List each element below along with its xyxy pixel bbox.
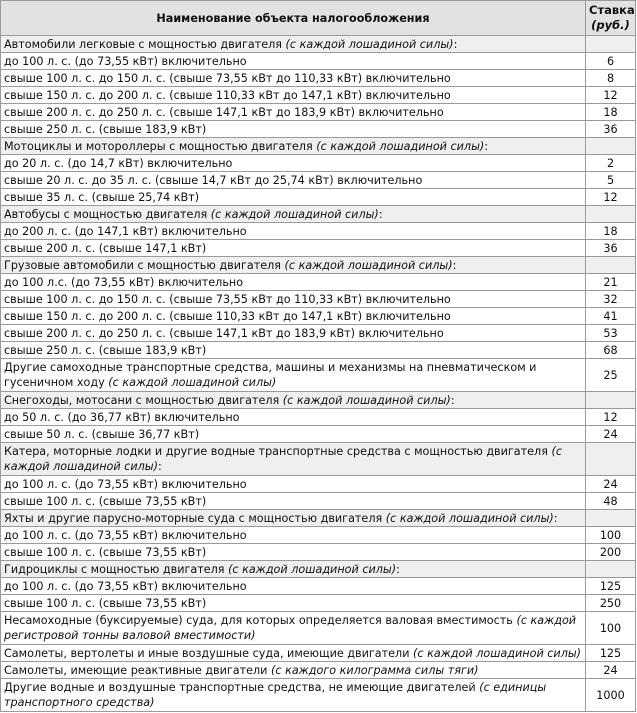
- rate-basis-note: (с каждой лошадиной силы): [316, 139, 485, 153]
- rate-header-unit: (руб.): [591, 18, 630, 32]
- object-cell: [1, 104, 586, 121]
- object-cell: [1, 257, 586, 274]
- object-cell: [1, 527, 586, 544]
- rate-cell: 36: [586, 240, 636, 257]
- trailing-punctuation: :: [396, 562, 400, 576]
- object-cell: [1, 325, 586, 342]
- rate-basis-note: (с каждой лошадиной силы): [4, 445, 563, 473]
- rate-cell: 24: [586, 662, 636, 679]
- object-cell: [1, 595, 586, 612]
- object-text: свыше 200 л. с. до 250 л. с. (свыше 147,1 кВт до 183,9 кВт) включительно: [4, 105, 444, 119]
- object-cell: [1, 342, 586, 359]
- rate-cell: 125: [586, 645, 636, 662]
- object-cell: [1, 359, 586, 392]
- object-cell: [1, 561, 586, 578]
- rate-cell: 68: [586, 342, 636, 359]
- object-text: свыше 200 л. с. до 250 л. с. (свыше 147,1 кВт до 183,9 кВт) включительно: [4, 326, 444, 340]
- object-text: свыше 100 л. с. (свыше 73,55 кВт): [4, 545, 207, 559]
- rate-cell: [586, 561, 636, 578]
- object-cell: [1, 172, 586, 189]
- rate-basis-note: (с каждой лошадиной силы): [385, 511, 554, 525]
- table-row: [1, 443, 636, 476]
- rate-cell: [586, 257, 636, 274]
- table-row: [1, 240, 636, 257]
- object-cell: [1, 426, 586, 443]
- rate-cell: 100: [586, 527, 636, 544]
- rate-column-header: [586, 1, 636, 36]
- table-row: [1, 291, 636, 308]
- table-row: [1, 257, 636, 274]
- rate-cell: 41: [586, 308, 636, 325]
- rate-cell: [586, 510, 636, 527]
- trailing-punctuation: :: [553, 511, 558, 525]
- object-cell: [1, 240, 586, 257]
- rate-header-label: Ставка: [589, 3, 635, 17]
- object-text: до 100 л. с. (до 73,55 кВт) включительно: [4, 54, 247, 68]
- table-row: [1, 510, 636, 527]
- rate-cell: 12: [586, 409, 636, 426]
- table-row: [1, 561, 636, 578]
- object-cell: [1, 274, 586, 291]
- rate-cell: [586, 138, 636, 155]
- object-cell: [1, 291, 586, 308]
- object-text: до 200 л. с. (до 147,1 кВт) включительно: [4, 224, 247, 238]
- table-row: [1, 578, 636, 595]
- rate-basis-note: (с каждого килограмма силы тяги): [271, 663, 479, 677]
- table-row: [1, 645, 636, 662]
- rate-cell: 12: [586, 189, 636, 206]
- table-row: [1, 679, 636, 712]
- object-cell: [1, 392, 586, 409]
- object-text: до 100 л. с. (до 73,55 кВт) включительно: [4, 528, 247, 542]
- object-text: Другие самоходные транспортные средства, машины и механизмы на пневматическом и гусеничном ходу: [4, 361, 537, 389]
- trailing-punctuation: :: [453, 37, 458, 51]
- object-text: свыше 150 л. с. до 200 л. с. (свыше 110,33 кВт до 147,1 кВт) включительно: [4, 309, 451, 323]
- table-row: [1, 121, 636, 138]
- rate-cell: 48: [586, 493, 636, 510]
- table-row: [1, 138, 636, 155]
- table-row: [1, 342, 636, 359]
- table-row: [1, 104, 636, 121]
- object-text: Другие водные и воздушные транспортные средства, не имеющие двигателей: [4, 681, 476, 694]
- table-row: [1, 527, 636, 544]
- object-cell: [1, 70, 586, 87]
- object-text: Автомобили легковые с мощностью двигателя: [4, 37, 282, 51]
- object-cell: [1, 409, 586, 426]
- object-cell: [1, 308, 586, 325]
- object-cell: [1, 223, 586, 240]
- trailing-punctuation: :: [157, 460, 162, 473]
- object-cell: [1, 36, 586, 53]
- table-row: [1, 476, 636, 493]
- rate-cell: 18: [586, 223, 636, 240]
- table-body: [1, 36, 636, 712]
- rate-cell: 125: [586, 578, 636, 595]
- rate-cell: 1000: [586, 679, 636, 712]
- object-cell: [1, 662, 586, 679]
- rate-basis-note: (с каждой регистровой тонны валовой вместимости): [4, 614, 577, 642]
- table-row: [1, 612, 636, 645]
- rate-cell: 53: [586, 325, 636, 342]
- rate-cell: [586, 36, 636, 53]
- rate-cell: 200: [586, 544, 636, 561]
- table-row: [1, 662, 636, 679]
- table-row: [1, 36, 636, 53]
- table-row: [1, 223, 636, 240]
- rate-cell: [586, 392, 636, 409]
- table-row: [1, 359, 636, 392]
- table-row: [1, 87, 636, 104]
- object-cell: [1, 645, 586, 662]
- rate-cell: 36: [586, 121, 636, 138]
- object-text: Грузовые автомобили с мощностью двигателя: [4, 258, 281, 272]
- object-text: до 20 л. с. (до 14,7 кВт) включительно: [4, 156, 233, 170]
- rate-basis-note: (с каждой лошадиной силы): [413, 646, 582, 660]
- object-text: Яхты и другие парусно-моторные суда с мощностью двигателя: [4, 511, 383, 525]
- object-cell: [1, 138, 586, 155]
- trailing-punctuation: :: [450, 393, 455, 407]
- object-text: до 100 л. с. (до 73,55 кВт) включительно: [4, 579, 247, 593]
- object-cell: [1, 510, 586, 527]
- trailing-punctuation: :: [484, 139, 489, 153]
- rate-basis-note: (с каждой лошадиной силы): [285, 37, 454, 51]
- object-cell: [1, 544, 586, 561]
- rate-basis-note: (с каждой лошадиной силы): [108, 376, 277, 389]
- object-cell: [1, 476, 586, 493]
- object-text: свыше 35 л. с. (свыше 25,74 кВт): [4, 190, 200, 204]
- rate-cell: 21: [586, 274, 636, 291]
- rate-cell: [586, 443, 636, 476]
- object-text: свыше 100 л. с. (свыше 73,55 кВт): [4, 494, 207, 508]
- rate-cell: 24: [586, 476, 636, 493]
- trailing-punctuation: :: [378, 207, 383, 221]
- object-text: Самолеты, имеющие реактивные двигатели: [4, 663, 268, 677]
- object-cell: [1, 121, 586, 138]
- object-cell: [1, 612, 586, 645]
- object-cell: [1, 493, 586, 510]
- table-row: [1, 493, 636, 510]
- rate-cell: 24: [586, 426, 636, 443]
- table-row: [1, 325, 636, 342]
- rate-cell: 32: [586, 291, 636, 308]
- object-text: до 50 л. с. (до 36,77 кВт) включительно: [4, 410, 240, 424]
- table-row: [1, 409, 636, 426]
- table-row: [1, 274, 636, 291]
- object-cell: [1, 206, 586, 223]
- rate-cell: 250: [586, 595, 636, 612]
- table-row: [1, 308, 636, 325]
- object-text: свыше 250 л. с. (свыше 183,9 кВт): [4, 343, 207, 357]
- table-row: [1, 426, 636, 443]
- rate-basis-note: (с каждой лошадиной силы): [282, 393, 451, 407]
- rate-basis-note: (с единицы транспортного средства): [4, 681, 547, 709]
- table-row: [1, 172, 636, 189]
- rate-cell: 25: [586, 359, 636, 392]
- object-text: свыше 200 л. с. (свыше 147,1 кВт): [4, 241, 207, 255]
- rate-cell: 5: [586, 172, 636, 189]
- rate-basis-note: (с каждой лошадиной силы): [210, 207, 379, 221]
- object-text: Снегоходы, мотосани с мощностью двигателя: [4, 393, 280, 407]
- table-row: [1, 206, 636, 223]
- object-cell: [1, 189, 586, 206]
- object-text: Мотоциклы и мотороллеры с мощностью двигателя: [4, 139, 313, 153]
- object-text: Самолеты, вертолеты и иные воздушные суда, имеющие двигатели: [4, 646, 410, 660]
- trailing-punctuation: :: [452, 258, 457, 272]
- rate-cell: 6: [586, 53, 636, 70]
- rate-cell: [586, 206, 636, 223]
- table-row: [1, 70, 636, 87]
- object-cell: [1, 87, 586, 104]
- table-row: [1, 155, 636, 172]
- rate-basis-note: (с каждой лошадиной силы): [228, 562, 397, 576]
- object-text: Автобусы с мощностью двигателя: [4, 207, 208, 221]
- object-cell: [1, 53, 586, 70]
- object-text: свыше 250 л. с. (свыше 183,9 кВт): [4, 122, 207, 136]
- object-text: свыше 100 л. с. до 150 л. с. (свыше 73,55 кВт до 110,33 кВт) включительно: [4, 71, 451, 85]
- rate-cell: 2: [586, 155, 636, 172]
- rate-cell: 12: [586, 87, 636, 104]
- object-cell: [1, 155, 586, 172]
- rate-cell: 18: [586, 104, 636, 121]
- rate-basis-note: (с каждой лошадиной силы): [284, 258, 453, 272]
- object-cell: [1, 679, 586, 712]
- object-text: свыше 50 л. с. (свыше 36,77 кВт): [4, 427, 200, 441]
- object-text: Гидроциклы с мощностью двигателя: [4, 562, 225, 576]
- object-text: до 100 л.с. (до 73,55 кВт) включительно: [4, 275, 244, 289]
- table-row: [1, 544, 636, 561]
- object-text: Несамоходные (буксируемые) суда, для которых определяется валовая вместимость: [4, 614, 513, 627]
- table-row: [1, 595, 636, 612]
- rate-cell: 8: [586, 70, 636, 87]
- object-text: свыше 20 л. с. до 35 л. с. (свыше 14,7 кВт до 25,74 кВт) включительно: [4, 173, 423, 187]
- object-cell: [1, 443, 586, 476]
- table-header-row: [1, 1, 636, 36]
- table-row: [1, 392, 636, 409]
- object-column-header: Наименование объекта налогообложения: [1, 1, 586, 36]
- object-text: Катера, моторные лодки и другие водные транспортные средства с мощностью двигателя: [4, 445, 548, 458]
- table-row: [1, 53, 636, 70]
- object-text: свыше 150 л. с. до 200 л. с. (свыше 110,33 кВт до 147,1 кВт) включительно: [4, 88, 451, 102]
- rate-cell: 100: [586, 612, 636, 645]
- object-text: свыше 100 л. с. (свыше 73,55 кВт): [4, 596, 207, 610]
- object-cell: [1, 578, 586, 595]
- table-row: [1, 189, 636, 206]
- object-text: свыше 100 л. с. до 150 л. с. (свыше 73,55 кВт до 110,33 кВт) включительно: [4, 292, 451, 306]
- object-text: до 100 л. с. (до 73,55 кВт) включительно: [4, 477, 247, 491]
